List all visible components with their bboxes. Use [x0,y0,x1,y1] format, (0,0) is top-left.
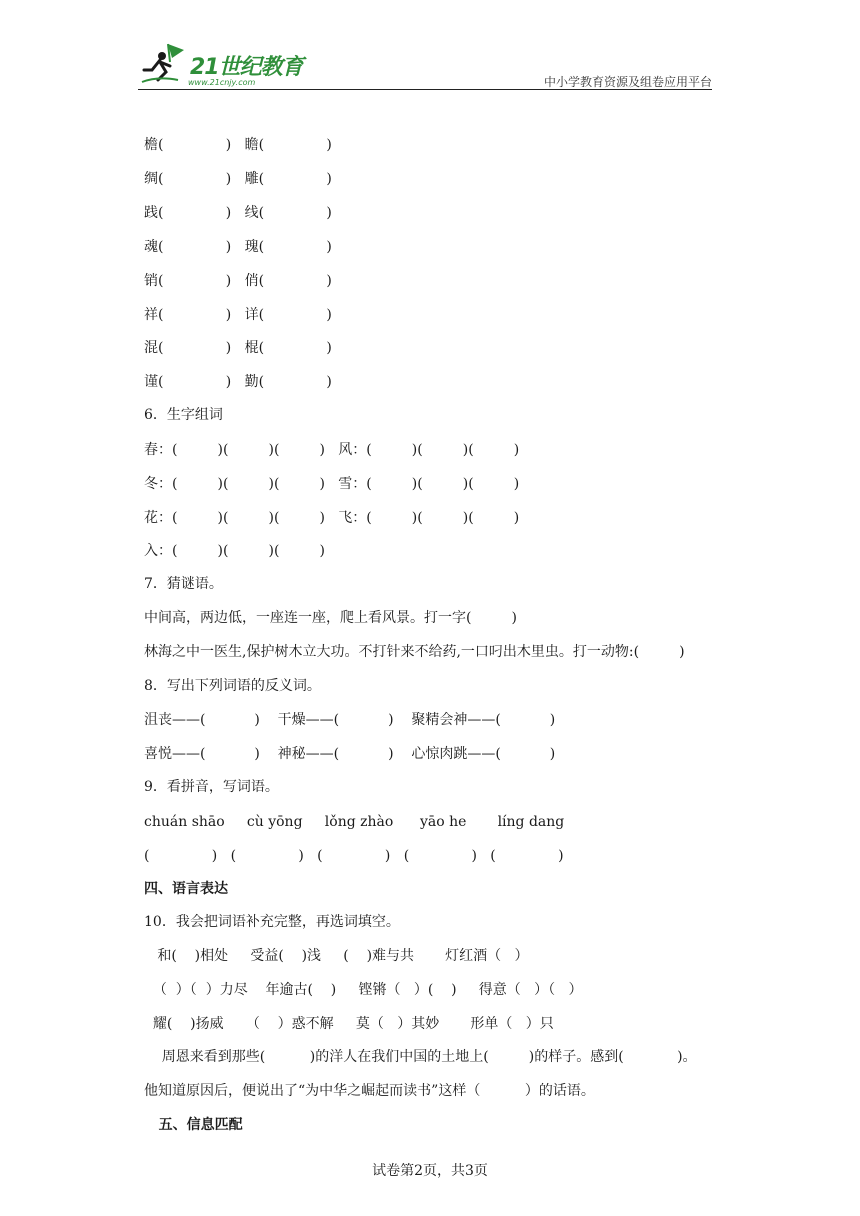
passage-line: 他知道原因后，便说出了“为中华之崛起而读书”这样（ ）的话语。 [144,1083,595,1099]
pinyin-line: chuán shāo cù yōng lǒng zhào yāo he líng dang [144,814,565,830]
char-pair-line: 谨( ) 勤( ) [144,374,332,390]
page-header [138,40,712,90]
site-logo [138,40,308,90]
question-9-title: 9．看拼音，写词语。 [144,779,279,795]
char-pair-line: 魂( ) 瑰( ) [144,239,332,255]
riddle-line: 林海之中一医生,保护树木立大功。不打针来不给药,一口叼出木里虫。打一动物:( ) [144,644,685,660]
word-group-line: 花：( )( )( ) 飞：( )( )( ) [144,510,520,526]
char-pair-line: 销( ) 俏( ) [144,273,332,289]
idiom-fill-line: 耀( )扬威 （ ）惑不解 莫（ ）其妙 形单（ ）只 [144,1016,554,1032]
char-pair-line: 檐( ) 瞻( ) [144,137,332,153]
header-divider [138,89,712,90]
char-pair-line: 混( ) 棍( ) [144,340,332,356]
runner-icon [138,40,188,90]
riddle-line: 中间高，两边低，一座连一座，爬上看风景。打一字( ) [144,610,517,626]
pinyin-blank-line: ( ) ( ) ( ) ( ) ( ) [144,848,564,864]
char-pair-line: 祥( ) 详( ) [144,307,332,323]
idiom-fill-line: （ ）（ ）力尽 年逾古( ) 铿锵（ ）( ) 得意（ ）（ ） [144,982,583,998]
antonym-line: 沮丧——( ) 干燥——( ) 聚精会神——( ) [144,712,556,728]
antonym-line: 喜悦——( ) 神秘——( ) 心惊肉跳——( ) [144,746,556,762]
logo-text: 21世纪教育 [190,55,303,80]
header-tagline: 中小学教育资源及组卷应用平台 [543,75,712,89]
question-8-title: 8．写出下列词语的反义词。 [144,678,321,694]
question-10-title: 10．我会把词语补充完整，再选词填空。 [144,914,400,930]
section-4-heading: 四、语言表达 [144,881,228,897]
logo-url: www.21cnjy.com [188,78,256,87]
char-pair-line: 践( ) 线( ) [144,205,332,221]
idiom-fill-line: 和( )相处 受益( )浅 ( )难与共 灯红酒（ ） [144,948,529,964]
section-5-heading: 五、信息匹配 [144,1117,243,1133]
word-group-line: 入：( )( )( ) [144,543,325,559]
passage-line: 周恩来看到那些( )的洋人在我们中国的土地上( )的样子。感到( )。 [144,1049,697,1065]
question-6-title: 6．生字组词 [144,407,223,423]
page-footer: 试卷第2页，共3页 [372,1163,488,1179]
word-group-line: 春：( )( )( ) 风：( )( )( ) [144,442,520,458]
word-group-line: 冬：( )( )( ) 雪：( )( )( ) [144,476,520,492]
question-7-title: 7．猜谜语。 [144,576,223,592]
char-pair-line: 绸( ) 雕( ) [144,171,332,187]
